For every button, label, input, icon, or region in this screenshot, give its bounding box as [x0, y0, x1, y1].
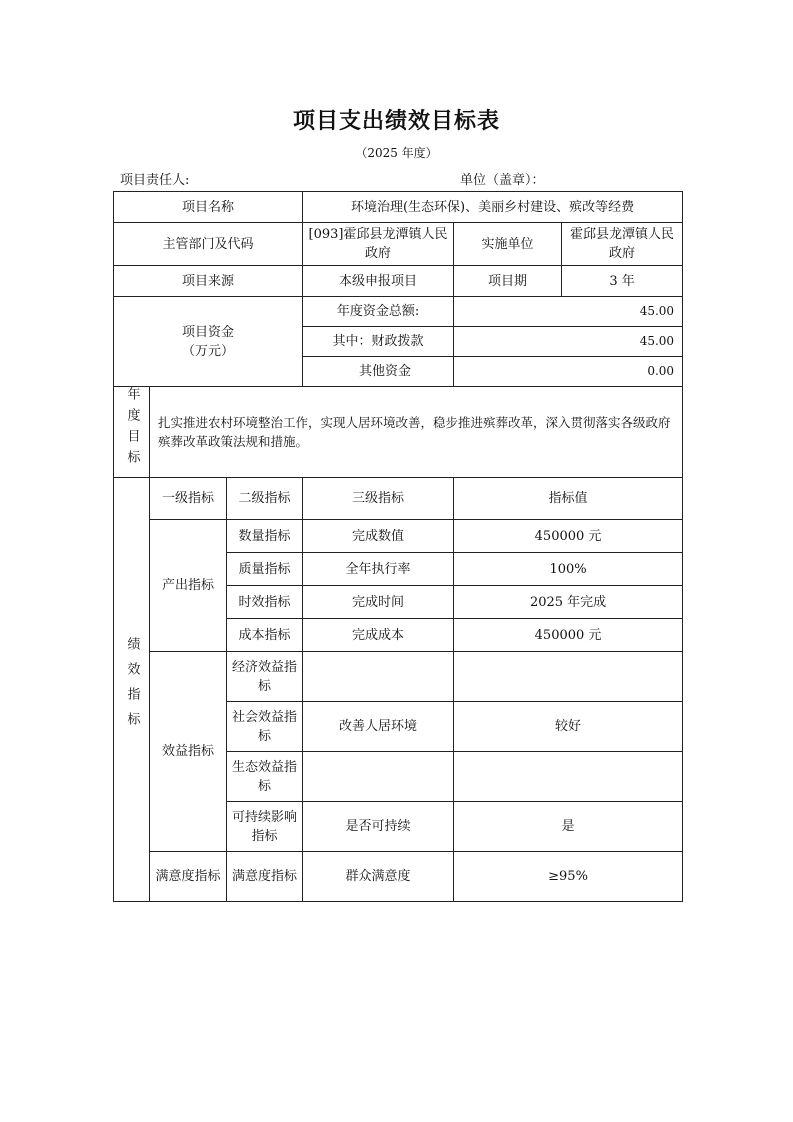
annual-goal-label: [114, 387, 150, 478]
impl-unit-label: 实施单位: [454, 223, 562, 266]
header-value: 指标值: [454, 478, 683, 520]
indicator-value: 450000 元: [454, 520, 683, 553]
performance-table: [113, 191, 683, 902]
project-name-row: [114, 192, 683, 223]
indicator-level2: 生态效益指标: [227, 752, 303, 802]
indicator-value: 2025 年完成: [454, 586, 683, 619]
impl-unit-value: 霍邱县龙潭镇人民政府: [562, 223, 683, 266]
source-value: 本级申报项目: [303, 266, 454, 297]
other-funds-label: 其他资金: [303, 357, 454, 387]
responsible-person-label: 项目责任人:: [120, 173, 190, 188]
project-name-value: 环境治理(生态环保)、美丽乡村建设、殡改等经费: [303, 192, 683, 223]
indicator-level3: 完成成本: [303, 619, 454, 652]
annual-goal-label-text: 年度目标: [124, 387, 140, 471]
finance-funds-label: 其中：财政拨款: [303, 327, 454, 357]
indicator-value: 100%: [454, 553, 683, 586]
annual-goal-row: [114, 387, 683, 478]
funds-label-text: 项目资金: [182, 324, 235, 340]
indicator-level2: 社会效益指标: [227, 702, 303, 752]
indicator-value: [454, 652, 683, 702]
indicator-level3: 全年执行率: [303, 553, 454, 586]
indicator-level3: [303, 652, 454, 702]
source-row: [114, 266, 683, 297]
satisfaction-indicators-label: 满意度指标: [150, 852, 227, 902]
dept-row: [114, 223, 683, 266]
header-level1: 一级指标: [150, 478, 227, 520]
indicator-value: [454, 752, 683, 802]
indicator-level3: 群众满意度: [303, 852, 454, 902]
indicator-level3: 完成数值: [303, 520, 454, 553]
funds-total-row: [114, 297, 683, 327]
indicator-level2: 质量指标: [227, 553, 303, 586]
total-funds-value: 45.00: [454, 297, 683, 327]
header-level3: 三级指标: [303, 478, 454, 520]
header-level2: 二级指标: [227, 478, 303, 520]
indicator-level2: 数量指标: [227, 520, 303, 553]
indicator-level3: 改善人居环境: [303, 702, 454, 752]
indicator-level2: 时效指标: [227, 586, 303, 619]
performance-indicators-label: [114, 478, 150, 902]
unit-seal-label: 单位（盖章）：: [460, 173, 545, 188]
indicator-row: [114, 520, 683, 553]
finance-funds-value: 45.00: [454, 327, 683, 357]
indicator-level2: 可持续影响指标: [227, 802, 303, 852]
dept-label: 主管部门及代码: [114, 223, 303, 266]
page-title: 项目支出绩效目标表: [292, 108, 500, 134]
indicator-level2: 经济效益指标: [227, 652, 303, 702]
annual-goal-text: 扎实推进农村环境整治工作，实现人居环境改善，稳步推进殡葬改革，深入贯彻落实各级政府殡葬改革政策法规和措施。: [150, 387, 683, 478]
project-name-label: 项目名称: [114, 192, 303, 223]
indicator-header-row: [114, 478, 683, 520]
funds-unit-text: （万元）: [182, 343, 235, 359]
indicator-row: [114, 652, 683, 702]
indicator-level3: [303, 752, 454, 802]
source-label: 项目来源: [114, 266, 303, 297]
indicator-level3: 完成时间: [303, 586, 454, 619]
period-label: 项目期: [454, 266, 562, 297]
dept-value: [093]霍邱县龙潭镇人民政府: [303, 223, 454, 266]
indicator-value: ≥95%: [454, 852, 683, 902]
indicator-level3: 是否可持续: [303, 802, 454, 852]
benefit-indicators-label: 效益指标: [150, 652, 227, 852]
indicator-value: 较好: [454, 702, 683, 752]
total-funds-label: 年度资金总额:: [303, 297, 454, 327]
other-funds-value: 0.00: [454, 357, 683, 387]
funds-label: [114, 297, 303, 387]
indicator-value: 是: [454, 802, 683, 852]
indicator-level2: 满意度指标: [227, 852, 303, 902]
output-indicators-label: 产出指标: [150, 520, 227, 652]
performance-indicators-label-text: 绩效指标: [124, 636, 140, 737]
year-label: （2025 年度）: [355, 146, 438, 160]
indicator-value: 450000 元: [454, 619, 683, 652]
period-value: 3 年: [562, 266, 683, 297]
indicator-row: [114, 852, 683, 902]
indicator-level2: 成本指标: [227, 619, 303, 652]
